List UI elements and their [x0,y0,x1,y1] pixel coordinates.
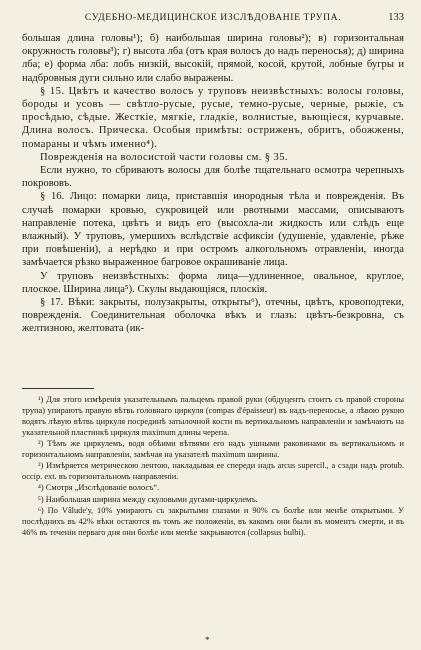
paragraph-section-16: § 16. Лицо: помарки лица, приставшiя инородныя тѣла и поврежденiя. Въ случаѣ помарки кровью, сукровицей или рвотными массами, описываютъ направленiе потека, цвѣтъ и видъ его (высохла-ли жидкость или слѣдъ еще влажный). У труповъ, умершихъ вслѣдствiе асфиксiи (удушенiе, удавленiе, рѣже при повѣшенiи), а нерѣдко и при остромъ алкогольномъ отравленiи, иногда замѣчается рѣзко выраженное багровое окрашиванiе лица. [22,191,404,269]
footnotes [22,394,404,538]
footnote: ⁵) Наибольшая ширина между скуловыми дугами-циркулемъ. [38,494,258,504]
paragraph: Если нужно, то сбриваютъ волосы для болѣе тщательнаго осмотра черепныхъ покрововъ. [22,165,404,190]
page-number: 133 [388,12,404,23]
footnote: ²) Тѣмъ же циркулемъ, водя обѣими вѣтвями его надъ ушными раковинами въ вертикальномъ и горизонтальномъ направленiи, замѣчая на указателѣ maximum ширины. [22,439,404,460]
running-header [22,12,404,26]
header-title: СУДЕБНО-МЕДИЦИНСКОЕ ИЗСЛѢДОВАНIЕ ТРУПА. [84,12,342,23]
footnote: ⁶) По Vâlude'у, 10% умираютъ съ закрытыми глазами и 90% съ болѣе или менѣе открытыми. У послѣднихъ въ 42% вѣки остаются въ томъ же положенiи, въ какомъ они были въ моментъ смерти, и въ 46% въ теченiи перваго дня они болѣе или менѣе закрываются (collapsus bulbi). [22,505,404,537]
main-text [22,32,404,336]
footnote: ³) Измѣряется метрическою лентою, накладывая ее спереди надъ arcus supercil., а сзади надъ protub. occip. ext. въ горизонтальномъ направленiи. [22,461,404,482]
footnote: ¹) Для этого измѣренiя указательнымъ пальцемъ правой руки (обдуцентъ стоитъ съ правой стороны трупа) упираютъ правую вѣтвь головнаго циркуля (compas d'épaisseur) въ надъ-переносье, а лѣвою рукою водятъ лѣвую вѣтвь циркуля посрединѣ затылочной кости въ вертикальномъ направленiи и замѣчаютъ на указательной пластинкѣ циркуля maximum длины черепа. [22,394,404,437]
paragraph-section-15: § 15. Цвѣтъ и качество волосъ у труповъ неизвѣстныхъ: волосы головы, бороды и усовъ — свѣтло-русые, русые, темно-русые, черные, рыжiе, съ просѣдью, сѣдые. Жесткiе, мягкiе, гладкiе, волнистые, вьющiеся, курчавые. Длина волосъ. Прическа. Особыя примѣты: остриженъ, обритъ, обожжены, помараны и чѣмъ именно⁴). [22,85,404,150]
paragraph-section-17: § 17. Вѣки: закрыты, полузакрыты, открыты⁶), отечны, цвѣтъ, кровоподтеки, поврежденiя. Соединительная оболочка вѣкъ и глазъ: цвѣтъ-безкровна, съ желтизною, желтовата (ик- [22,297,404,335]
paragraph: У труповъ неизвѣстныхъ: форма лица—удлиненное, овальное, круглое, плоское. Ширина лица⁵). Скулы выдающiяся, плоскiя. [22,270,404,295]
footnote-divider [22,388,94,389]
printer-mark: * [205,635,210,645]
paragraph-cross-reference: Поврежденiя на волосистой части головы см. § 35. [40,151,288,163]
footnote: ⁴) Смотря „Изслѣдованiе волосъ“. [38,483,160,493]
document-page [22,12,404,538]
paragraph: большая длина головы¹); б) наибольшая ширина головы²); в) горизонтальная окружность головы³); г) высота лба (отъ края волосъ до надъ переносья); д) ширина лба; е) форма лба: лобъ низкiй, высокiй, прямой, косой, крутой, лобные бугры и надбровныя дуги сильно или слабо выражены. [22,33,404,84]
